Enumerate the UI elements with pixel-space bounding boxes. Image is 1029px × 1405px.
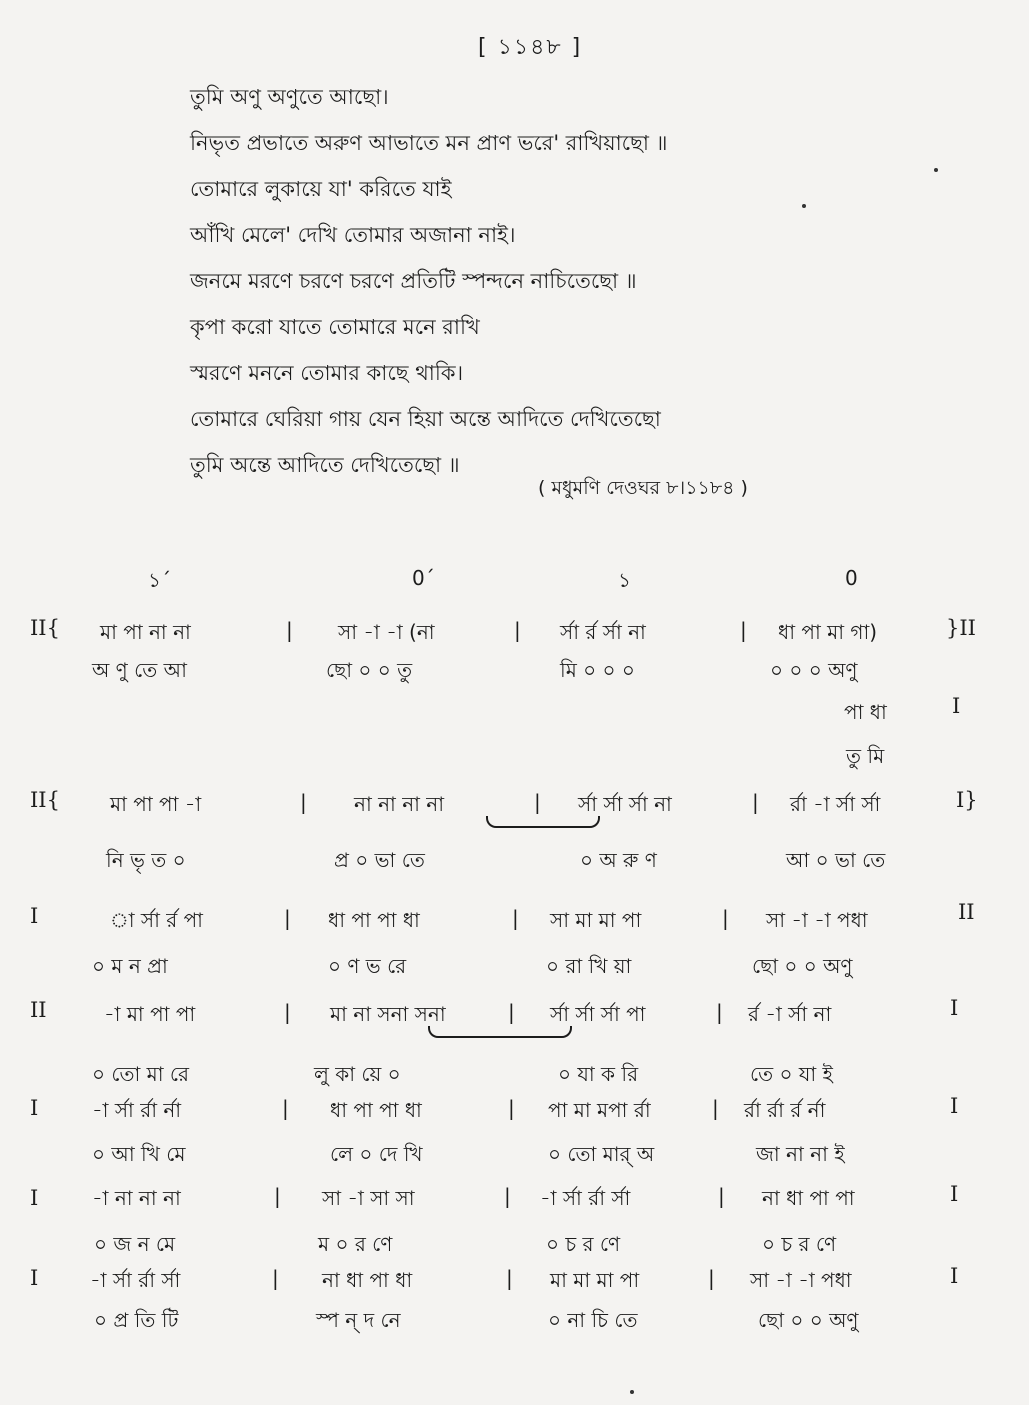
lyric-line: কৃপা করো যাতে তোমারে মনে রাখি [190,315,480,339]
print-speck [802,204,806,208]
swara-group: সা -া -া (না [338,620,435,644]
lyric-syllables: তু মি [846,744,885,768]
barline: | [512,906,519,930]
lyric-syllables: ০ না চি তে [548,1308,638,1332]
swara-group: পা মা মপা র্রা [548,1098,651,1122]
swara-group: ধা পা মা গা) [778,620,878,644]
swara-group: -া র্সা র্রা র্না [92,1098,182,1122]
lyric-syllables: ম ০ র ণে [318,1232,393,1256]
barline: | [300,790,307,814]
lyric-line: তোমারে ঘেরিয়া গায় যেন হিয়া অন্তে আদিতে দেখিতেছো [190,407,661,431]
tala-mark: 0´ [412,566,435,590]
barline: | [722,906,729,930]
page-number: [ ১১৪৮ ] [478,35,583,60]
barline: | [504,1184,511,1208]
barline: | [282,1096,289,1120]
lyric-syllables: ০ ম ন প্রা [92,954,168,978]
row-open-mark: I [30,1266,39,1290]
lyric-line: জনমে মরণে চরণে চরণে প্রতিটি স্পন্দনে নাচিতেছো ॥ [190,269,637,293]
lyric-syllables: প্র ০ ভা তে [334,848,425,872]
swara-group: না না না না [354,792,445,816]
row-close-mark: I [950,1182,959,1206]
barline: | [508,1096,515,1120]
lyric-syllables: ছো ০ ০ অণু [752,954,853,978]
print-speck [630,1390,634,1394]
lyric-syllables: ০ চ র ণে [546,1232,621,1256]
swara-group: র্র -া র্সা না [748,1002,832,1026]
row-open-mark: II [30,998,47,1022]
slur-mark [486,816,600,828]
lyric-syllables: ০ অ রু ণ [580,848,657,872]
lyric-line: তুমি অণু অণুতে আছো। [190,85,389,109]
lyric-syllables: লে ০ দে খি [330,1142,423,1166]
lyric-syllables: নি ভৃ ত ০ [106,848,186,872]
lyric-syllables: ০ আ খি মে [92,1142,186,1166]
lyric-syllables: ০ তো মা রে [92,1062,190,1086]
row-open-mark: II{ [30,616,60,640]
row-open-mark: II{ [30,788,60,812]
swara-group: সা -া সা সা [322,1186,415,1210]
lyric-syllables: মি ০ ০ ০ [560,658,635,682]
lyric-syllables: অ ণু তে আ [92,658,187,682]
lyric-syllables: লু কা য়ে ০ [314,1062,401,1086]
row-close-mark: I [950,996,959,1020]
swara-group: মা মা মা পা [550,1268,640,1292]
lyric-syllables: তে ০ যা ই [750,1062,833,1086]
barline: | [284,906,291,930]
barline: | [274,1184,281,1208]
print-speck [934,168,938,172]
lyric-syllables: ০ রা খি য়া [546,954,632,978]
lyric-syllables: ছো ০ ০ তু [326,658,413,682]
swara-group: না ধা পা পা [762,1186,855,1210]
swara-group: -া মা পা পা [104,1002,196,1026]
swara-group: র্রা -া র্সা র্সা [790,792,881,816]
lyric-syllables: ০ ণ ভ রে [328,954,407,978]
lyric-syllables: ০ যা ক রি [558,1062,639,1086]
slur-mark [428,1026,572,1038]
swara-group: -া না না না [92,1186,181,1210]
row-close-mark: }II [946,616,976,640]
swara-group: র্সা র্সা র্সা পা [550,1002,646,1026]
barline: | [514,618,521,642]
lyric-syllables: ০ তো মার্ অ [548,1142,655,1166]
swara-group: -া র্সা র্রা র্সা [540,1186,631,1210]
lyrics-block [190,74,890,488]
lyric-line: স্মরণে মননে তোমার কাছে থাকি। [190,361,464,385]
swara-group: া র্সা র্র পা [110,908,203,932]
lyric-line: তোমারে লুকায়ে যা' করিতে যাই [190,177,452,201]
barline: | [272,1266,279,1290]
swara-group: ধা পা পা ধা [330,1098,422,1122]
barline: | [752,790,759,814]
swara-group: না ধা পা ধা [322,1268,413,1292]
barline: | [740,618,747,642]
lyric-syllables: ০ প্র তি টি [94,1308,179,1332]
barline: | [506,1266,513,1290]
row-open-mark: I [30,904,39,928]
tala-mark: ১´ [148,568,171,592]
row-close-mark: I [950,1264,959,1288]
swara-group: র্সা র্র র্সা না [560,620,646,644]
barline: | [718,1184,725,1208]
row-mark: I [952,694,961,718]
barline: | [716,1000,723,1024]
barline: | [534,790,541,814]
swara-group: সা -া -া পধা [750,1268,852,1292]
lyric-line: আঁখি মেলে' দেখি তোমার অজানা নাই। [190,223,516,247]
swara-group: র্রা র্রা র্র র্না [744,1098,826,1122]
citation: ( মধুমণি দেওঘর ৮।১১৮৪ ) [538,477,748,499]
swara-group: সা -া -া পধা [766,908,868,932]
row-close-mark: II [958,900,975,924]
swara-group: ধা পা পা ধা [328,908,420,932]
swara-group: মা না সনা সনা [330,1002,446,1026]
swara-group: -া র্সা র্রা র্সা [90,1268,181,1292]
tala-mark: 0 [845,566,858,590]
lyric-syllables: ০ জ ন মে [94,1232,176,1256]
swara-group: সা মা মা পা [550,908,642,932]
barline: | [712,1096,719,1120]
row-close-mark: I [950,1094,959,1118]
lyric-syllables: ০ ০ ০ অণু [770,658,858,682]
barline: | [508,1000,515,1024]
swara-group: র্সা র্সা র্সা না [578,792,672,816]
row-open-mark: I [30,1096,39,1120]
lyric-syllables: ০ চ র ণে [762,1232,837,1256]
swara-group: পা ধা [844,700,887,724]
barline: | [708,1266,715,1290]
lyric-line: নিভৃত প্রভাতে অরুণ আভাতে মন প্রাণ ভরে' রাখিয়াছো ॥ [190,131,668,155]
barline: | [286,618,293,642]
barline: | [284,1000,291,1024]
row-close-mark: I} [956,788,978,812]
swara-group: মা পা না না [100,620,191,644]
lyric-syllables: জা না না ই [756,1142,845,1166]
lyric-syllables: ছো ০ ০ অণু [758,1308,859,1332]
lyric-line: তুমি অন্তে আদিতে দেখিতেছো ॥ [190,453,460,477]
lyric-syllables: আ ০ ভা তে [786,848,886,872]
lyric-syllables: স্প ন্ দ নে [316,1308,401,1332]
swara-group: মা পা পা -া [110,792,202,816]
tala-mark: ১ [618,568,631,592]
row-open-mark: I [30,1186,39,1210]
